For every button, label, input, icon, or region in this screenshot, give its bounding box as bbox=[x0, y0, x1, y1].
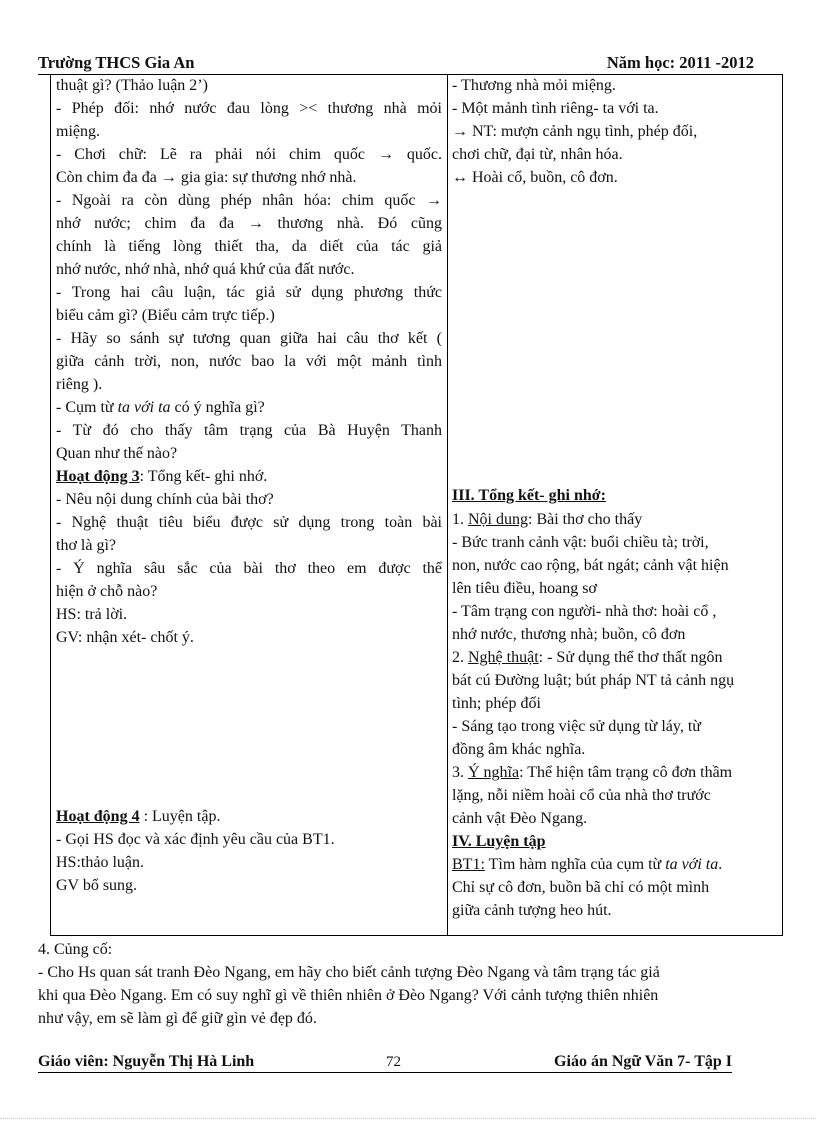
text-span: 1. bbox=[452, 511, 468, 528]
text-line: GV: nhận xét- chốt ý. bbox=[56, 629, 194, 646]
text-line: - Sáng tạo trong việc sử dụng từ láy, từ bbox=[452, 718, 701, 735]
text-line: - Thương nhà mỏi miệng. bbox=[452, 77, 616, 94]
text-span: 2. bbox=[452, 649, 468, 666]
text-line: lặng, nỗi niềm hoài cổ của nhà thơ trước bbox=[452, 787, 711, 804]
teacher-name: Giáo viên: Nguyễn Thị Hà Linh bbox=[38, 1053, 255, 1070]
italic-phrase: ta với ta bbox=[665, 856, 719, 873]
text-line: Chỉ sự cô đơn, buồn bã chỉ có một mình bbox=[452, 879, 710, 896]
text-span: : Thể hiện tâm trạng cô đơn thầm bbox=[519, 764, 733, 781]
text-line: lên tiêu điều, hoang sơ bbox=[452, 580, 597, 597]
text-line: → NT: mượn cảnh ngụ tình, phép đối, bbox=[452, 123, 698, 140]
text-line: tình; phép đối bbox=[452, 695, 541, 712]
text-line: đồng âm khác nghĩa. bbox=[452, 741, 586, 758]
school-name: Trường THCS Gia An bbox=[38, 53, 195, 72]
text-line: GV bổ sung. bbox=[56, 877, 138, 894]
exercise-label: BT1: bbox=[452, 856, 485, 873]
text-line: - Ngoài ra còn dùng phép nhân hóa: chim quốc → bbox=[56, 192, 442, 209]
text-line: nhớ nước, thương nhà; buồn, cô đơn bbox=[452, 626, 686, 643]
text-line: - Từ đó cho thấy tâm trạng của Bà Huyện Thanh bbox=[56, 422, 442, 439]
text-span: 3. bbox=[452, 764, 468, 781]
consolidation-heading: 4. Củng cố: bbox=[38, 941, 113, 958]
lesson-table bbox=[50, 74, 783, 936]
text-line: riêng ). bbox=[56, 376, 103, 393]
text-line bbox=[452, 509, 642, 531]
activity-3-text: : Tổng kết- ghi nhớ. bbox=[139, 468, 268, 485]
text-line bbox=[452, 854, 722, 876]
section-4-title: IV. Luyện tập bbox=[452, 833, 546, 850]
text-span: - Cụm từ bbox=[56, 399, 118, 416]
activity-3-label: Hoạt động 3 bbox=[56, 468, 140, 485]
art-label: Nghệ thuật bbox=[468, 649, 539, 666]
text-line: thuật gì? (Thảo luận 2’) bbox=[56, 77, 208, 94]
text-line: - Trong hai câu luận, tác giả sử dụng phương thức bbox=[56, 284, 442, 301]
text-line: - Chơi chữ: Lẽ ra phải nói chim quốc → quốc. bbox=[56, 146, 442, 163]
consolidation-line: khi qua Đèo Ngang. Em có suy nghĩ gì về thiên nhiên ở Đèo Ngang? Với cảnh tượng thiên nhiên bbox=[38, 987, 659, 1004]
text-line: bát cú Đường luật; bút pháp NT tả cảnh ngụ bbox=[452, 672, 735, 689]
text-span: Tìm hàm nghĩa của cụm từ bbox=[484, 856, 666, 873]
text-line bbox=[452, 762, 732, 784]
text-line bbox=[452, 647, 722, 669]
text-line bbox=[56, 397, 265, 419]
consolidation-line: - Cho Hs quan sát tranh Đèo Ngang, em hãy cho biết cảnh tượng Đèo Ngang và tâm trạng tác giả bbox=[38, 964, 660, 981]
text-span: : Bài thơ cho thấy bbox=[528, 511, 643, 528]
text-line: - Phép đối: nhớ nước đau lòng >< thương nhà mỏi bbox=[56, 100, 442, 117]
text-line: Còn chim đa đa → gia gia: sự thương nhớ nhà. bbox=[56, 169, 357, 186]
text-line: - Bức tranh cảnh vật: buổi chiều tà; trời, bbox=[452, 534, 709, 551]
text-span: . bbox=[718, 856, 723, 873]
text-line: - Tâm trạng con người- nhà thơ: hoài cổ , bbox=[452, 603, 717, 620]
text-line: - Nêu nội dung chính của bài thơ? bbox=[56, 491, 274, 508]
student-content-column bbox=[452, 75, 782, 935]
text-span: : - Sử dụng thể thơ thất ngôn bbox=[538, 649, 723, 666]
text-line: cảnh vật Đèo Ngang. bbox=[452, 810, 588, 827]
text-line: giữa cảnh tượng heo hút. bbox=[452, 902, 612, 919]
text-line: non, nước cao rộng, bát ngát; cảnh vật hiện bbox=[452, 557, 729, 574]
italic-phrase: ta với ta bbox=[117, 399, 171, 416]
activity-4-text: : Luyện tập. bbox=[139, 808, 221, 825]
text-line: - Ý nghĩa sâu sắc của bài thơ theo em được thể bbox=[56, 560, 442, 577]
text-line: chính là tiếng lòng thiết tha, da diết của tác giả bbox=[56, 238, 442, 255]
activity-4-heading bbox=[56, 806, 220, 828]
book-title: Giáo án Ngữ Văn 7- Tập I bbox=[554, 1053, 732, 1070]
text-line: - Một mảnh tình riêng- ta với ta. bbox=[452, 100, 659, 117]
text-line: nhớ nước, nhớ nhà, nhớ quá khứ của đất nước. bbox=[56, 261, 355, 278]
text-span: có ý nghĩa gì? bbox=[170, 399, 265, 416]
text-line: chơi chữ, đại từ, nhân hóa. bbox=[452, 146, 623, 163]
text-line: HS:thảo luận. bbox=[56, 854, 144, 871]
section-3-title: III. Tổng kết- ghi nhớ: bbox=[452, 487, 606, 504]
text-line: miệng. bbox=[56, 123, 100, 140]
text-line: HS: trả lời. bbox=[56, 606, 128, 623]
content-label: Nội dung bbox=[468, 511, 528, 528]
page-footer bbox=[38, 1052, 732, 1073]
text-line: - Hãy so sánh sự tương quan giữa hai câu thơ kết ( bbox=[56, 330, 442, 347]
activity-4-label: Hoạt động 4 bbox=[56, 808, 140, 825]
text-line: biểu cảm gì? (Biểu cảm trực tiếp.) bbox=[56, 307, 275, 324]
text-line: - Gọi HS đọc và xác định yêu cầu của BT1. bbox=[56, 831, 335, 848]
text-line: - Nghệ thuật tiêu biểu được sử dụng trong toàn bài bbox=[56, 514, 442, 531]
page-edge-divider bbox=[0, 1118, 816, 1119]
activity-3-heading bbox=[56, 466, 267, 488]
text-line: giữa cảnh trời, non, nước bao la với một mảnh tình bbox=[56, 353, 442, 370]
text-line: ↔ Hoài cổ, buồn, cô đơn. bbox=[452, 169, 618, 186]
text-line: nhớ nước; chim đa đa → thương nhà. Đó cũng bbox=[56, 215, 442, 232]
teacher-activity-column bbox=[56, 75, 442, 935]
page-number: 72 bbox=[386, 1054, 401, 1070]
consolidation-line: như vậy, em sẽ làm gì để giữ gìn vẻ đẹp đó. bbox=[38, 1010, 317, 1027]
text-line: thơ là gì? bbox=[56, 537, 116, 554]
text-line: hiện ở chỗ nào? bbox=[56, 583, 158, 600]
text-line: Quan như thế nào? bbox=[56, 445, 178, 462]
meaning-label: Ý nghĩa bbox=[468, 764, 520, 781]
page-header bbox=[38, 52, 754, 75]
school-year: Năm học: 2011 -2012 bbox=[606, 53, 754, 72]
column-divider bbox=[447, 75, 448, 935]
